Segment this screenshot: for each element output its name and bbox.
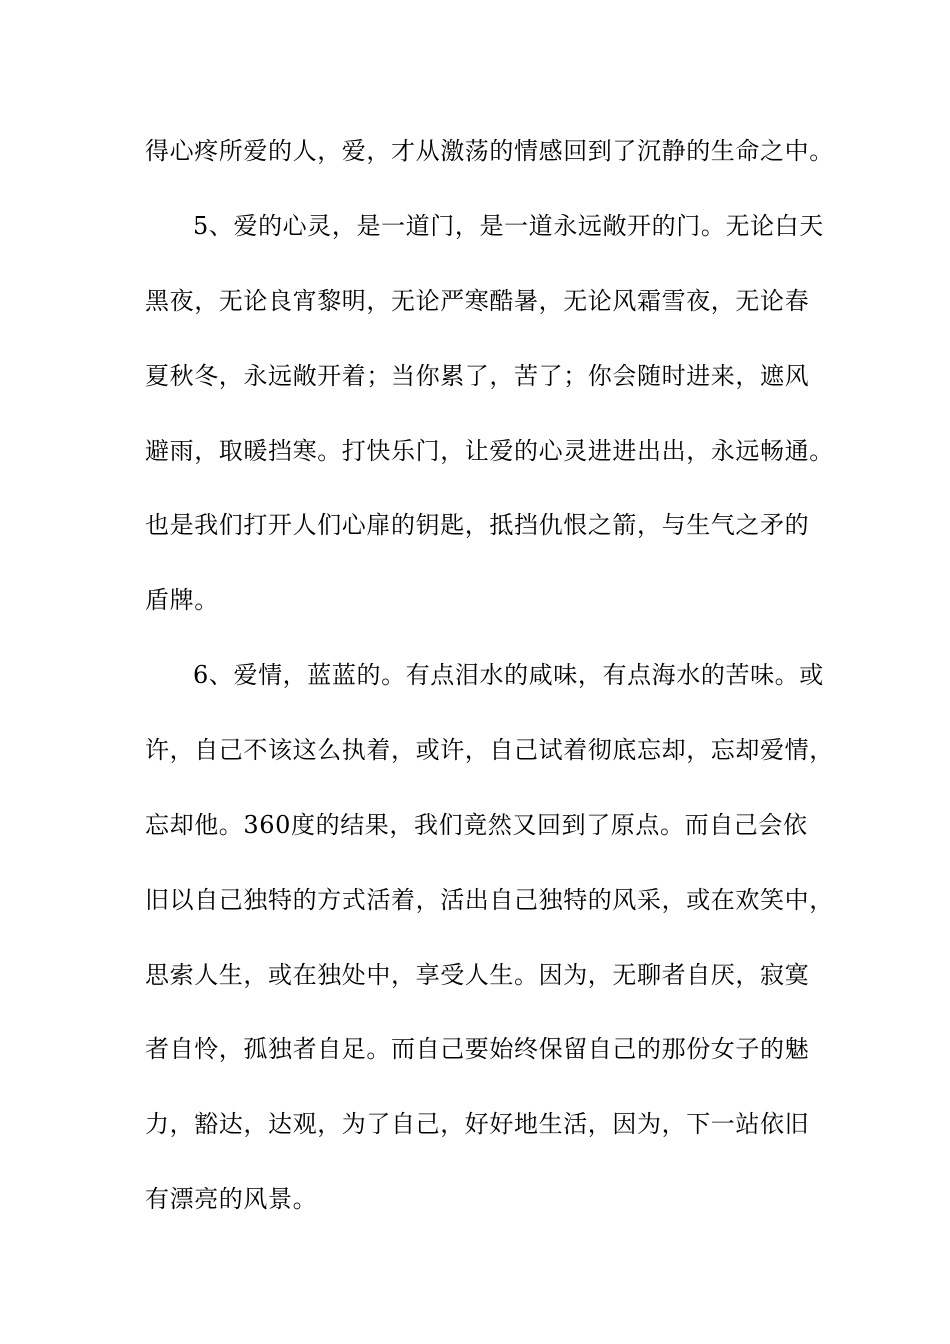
text-line: 者自怜，孤独者自足。而自己要始终保留自己的那份女子的魅 (145, 1035, 810, 1063)
text-line: 力，豁达，达观，为了自己，好好地生活，因为，下一站依旧 (145, 1110, 810, 1138)
text-line: 5、爱的心灵，是一道门，是一道永远敞开的门。无论白天 (193, 212, 824, 240)
text-line: 有漂亮的风景。 (145, 1185, 318, 1213)
text-line: 黑夜，无论良宵黎明，无论严寒酷暑，无论风霜雪夜，无论春 (145, 287, 810, 315)
text-line: 许，自己不该这么执着，或许，自己试着彻底忘却，忘却爱情， (145, 736, 834, 764)
text-line: 忘却他。360度的结果，我们竟然又回到了原点。而自己会依 (145, 811, 808, 839)
text-line: 盾牌。 (145, 586, 219, 614)
text-line: 避雨，取暖挡寒。打快乐门，让爱的心灵进进出出，永远畅通。 (145, 437, 834, 465)
text-line: 思索人生，或在独处中，享受人生。因为，无聊者自厌，寂寞 (145, 961, 810, 989)
text-line: 6、爱情，蓝蓝的。有点泪水的咸味，有点海水的苦味。或 (193, 661, 824, 689)
text-line: 夏秋冬，永远敞开着；当你累了，苦了；你会随时进来，遮风 (145, 362, 810, 390)
text-line: 也是我们打开人们心扉的钥匙，抵挡仇恨之箭，与生气之矛的 (145, 511, 810, 539)
text-line: 得心疼所爱的人，爱，才从激荡的情感回到了沉静的生命之中。 (145, 137, 834, 165)
text-line: 旧以自己独特的方式活着，活出自己独特的风采，或在欢笑中， (145, 886, 834, 914)
